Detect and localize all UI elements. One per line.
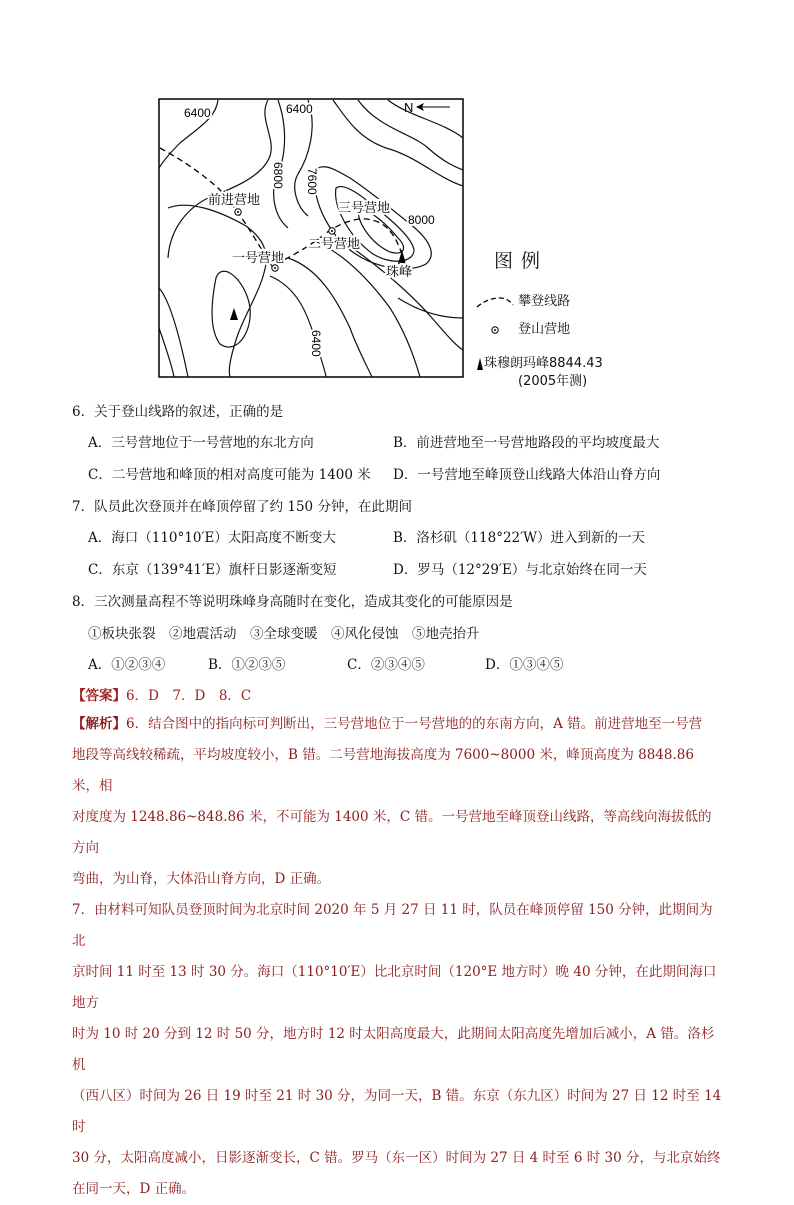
contour-label: 6400 — [184, 106, 211, 120]
q6-option-a: A．三号营地位于一号营地的东北方向 — [88, 435, 314, 451]
q8-option-b: B．①②③⑤ — [208, 657, 286, 673]
contour-label: 6400 — [286, 102, 313, 116]
legend-camp-row — [488, 318, 570, 337]
legend-peak-row — [476, 352, 603, 371]
legend-title: 图例 — [494, 250, 549, 272]
camp-label: 二号营地 — [308, 237, 361, 252]
legend-route-label: 攀登线路 — [518, 294, 571, 309]
q6-option-c: C．二号营地和峰顶的相对高度可能为 1400 米 — [88, 467, 371, 483]
analysis-line: （西八区）时间为 26 日 19 时至 21 时 30 分，为同一天，B 错。东京（东九区）时间为 27 日 12 时至 14 时 — [72, 1088, 722, 1135]
analysis-line: 京时间 11 时至 13 时 30 分。海口（110°10′E）比北京时间（120°E 地方时）晚 40 分钟，在此期间海口地方 — [72, 964, 717, 1011]
north-label: N — [404, 100, 414, 115]
question-7-stem: 7．队员此次登顶并在峰顶停留了约 150 分钟，在此期间 — [72, 499, 412, 515]
map-legend — [476, 246, 666, 389]
q8-option-a: A．①②③④ — [88, 657, 166, 673]
analysis-block — [72, 709, 724, 1205]
camp-label: 一号营地 — [232, 251, 285, 266]
answer-line — [72, 684, 251, 704]
legend-peak-label: 珠穆朗玛峰8844.43 — [484, 356, 603, 371]
analysis-line: 30 分，太阳高度减小，日影逐渐变长，C 错。罗马（东一区）时间为 27 日 4 时至 6 时 30 分，与北京始终 — [72, 1150, 721, 1166]
legend-camp-label: 登山营地 — [518, 322, 571, 337]
peak-icon — [476, 357, 484, 371]
q7-option-a: A．海口（110°10′E）太阳高度不断变大 — [88, 530, 336, 546]
question-8-stem: 8．三次测量高程不等说明珠峰身高随时在变化，造成其变化的可能原因是 — [72, 594, 513, 610]
analysis-label: 【解析】 — [72, 716, 126, 732]
legend-peak-note: (2005年测) — [518, 374, 588, 389]
route-dash-icon — [476, 295, 514, 309]
legend-route-row — [476, 290, 570, 309]
q7-option-d: D．罗马（12°29′E）与北京始终在同一天 — [393, 562, 647, 578]
answer-label: 【答案】 — [72, 688, 126, 704]
q6-option-b: B．前进营地至一号营地路段的平均坡度最大 — [393, 435, 660, 451]
camp-label: 三号营地 — [338, 201, 391, 216]
camp-icon — [488, 323, 514, 337]
answer-text: 6．D 7．D 8．C — [126, 688, 252, 704]
contour-map — [158, 98, 464, 378]
question-6-stem: 6．关于登山线路的叙述，正确的是 — [72, 404, 284, 420]
analysis-line: 对度度为 1248.86~848.86 米，不可能为 1400 米，C 错。一号营地至峰顶登山线路，等高线向海拔低的方向 — [72, 809, 712, 856]
camp-label: 前进营地 — [208, 193, 261, 208]
analysis-line — [72, 709, 724, 740]
contour-label: 7600 — [305, 168, 319, 195]
peak-label: 珠峰 — [386, 265, 413, 280]
analysis-line: 弯曲，为山脊，大体沿山脊方向，D 正确。 — [72, 871, 331, 887]
contour-label: 8000 — [408, 213, 435, 227]
contour-label: 6800 — [271, 162, 285, 189]
q8-option-c: C．②③④⑤ — [347, 657, 425, 673]
contour-label: 6400 — [309, 330, 323, 357]
analysis-line: 在同一天，D 正确。 — [72, 1181, 196, 1197]
analysis-line: 时为 10 时 20 分到 12 时 50 分，地方时 12 时太阳高度最大，此期间太阳高度先增加后减小，A 错。洛杉机 — [72, 1026, 715, 1073]
q6-option-d: D．一号营地至峰顶登山线路大体沿山脊方向 — [393, 467, 661, 483]
q7-option-c: C．东京（139°41′E）旗杆日影逐渐变短 — [88, 562, 337, 578]
analysis-line: 地段等高线较稀疏，平均坡度较小，B 错。二号营地海拔高度为 7600~8000 米，峰顶高度为 8848.86 米，相 — [72, 747, 694, 794]
analysis-line: 7．由材料可知队员登顶时间为北京时间 2020 年 5 月 27 日 11 时，队员在峰顶停留 150 分钟，此期间为北 — [72, 902, 713, 949]
q8-option-d: D．①③④⑤ — [485, 657, 564, 673]
q7-option-b: B．洛杉矶（118°22′W）进入到新的一天 — [393, 530, 646, 546]
analysis-text: 6．结合图中的指向标可判断出，三号营地位于一号营地的的东南方向，A 错。前进营地至一号营 — [126, 716, 703, 732]
q8-items: ①板块张裂 ②地震活动 ③全球变暖 ④风化侵蚀 ⑤地壳抬升 — [88, 626, 480, 642]
